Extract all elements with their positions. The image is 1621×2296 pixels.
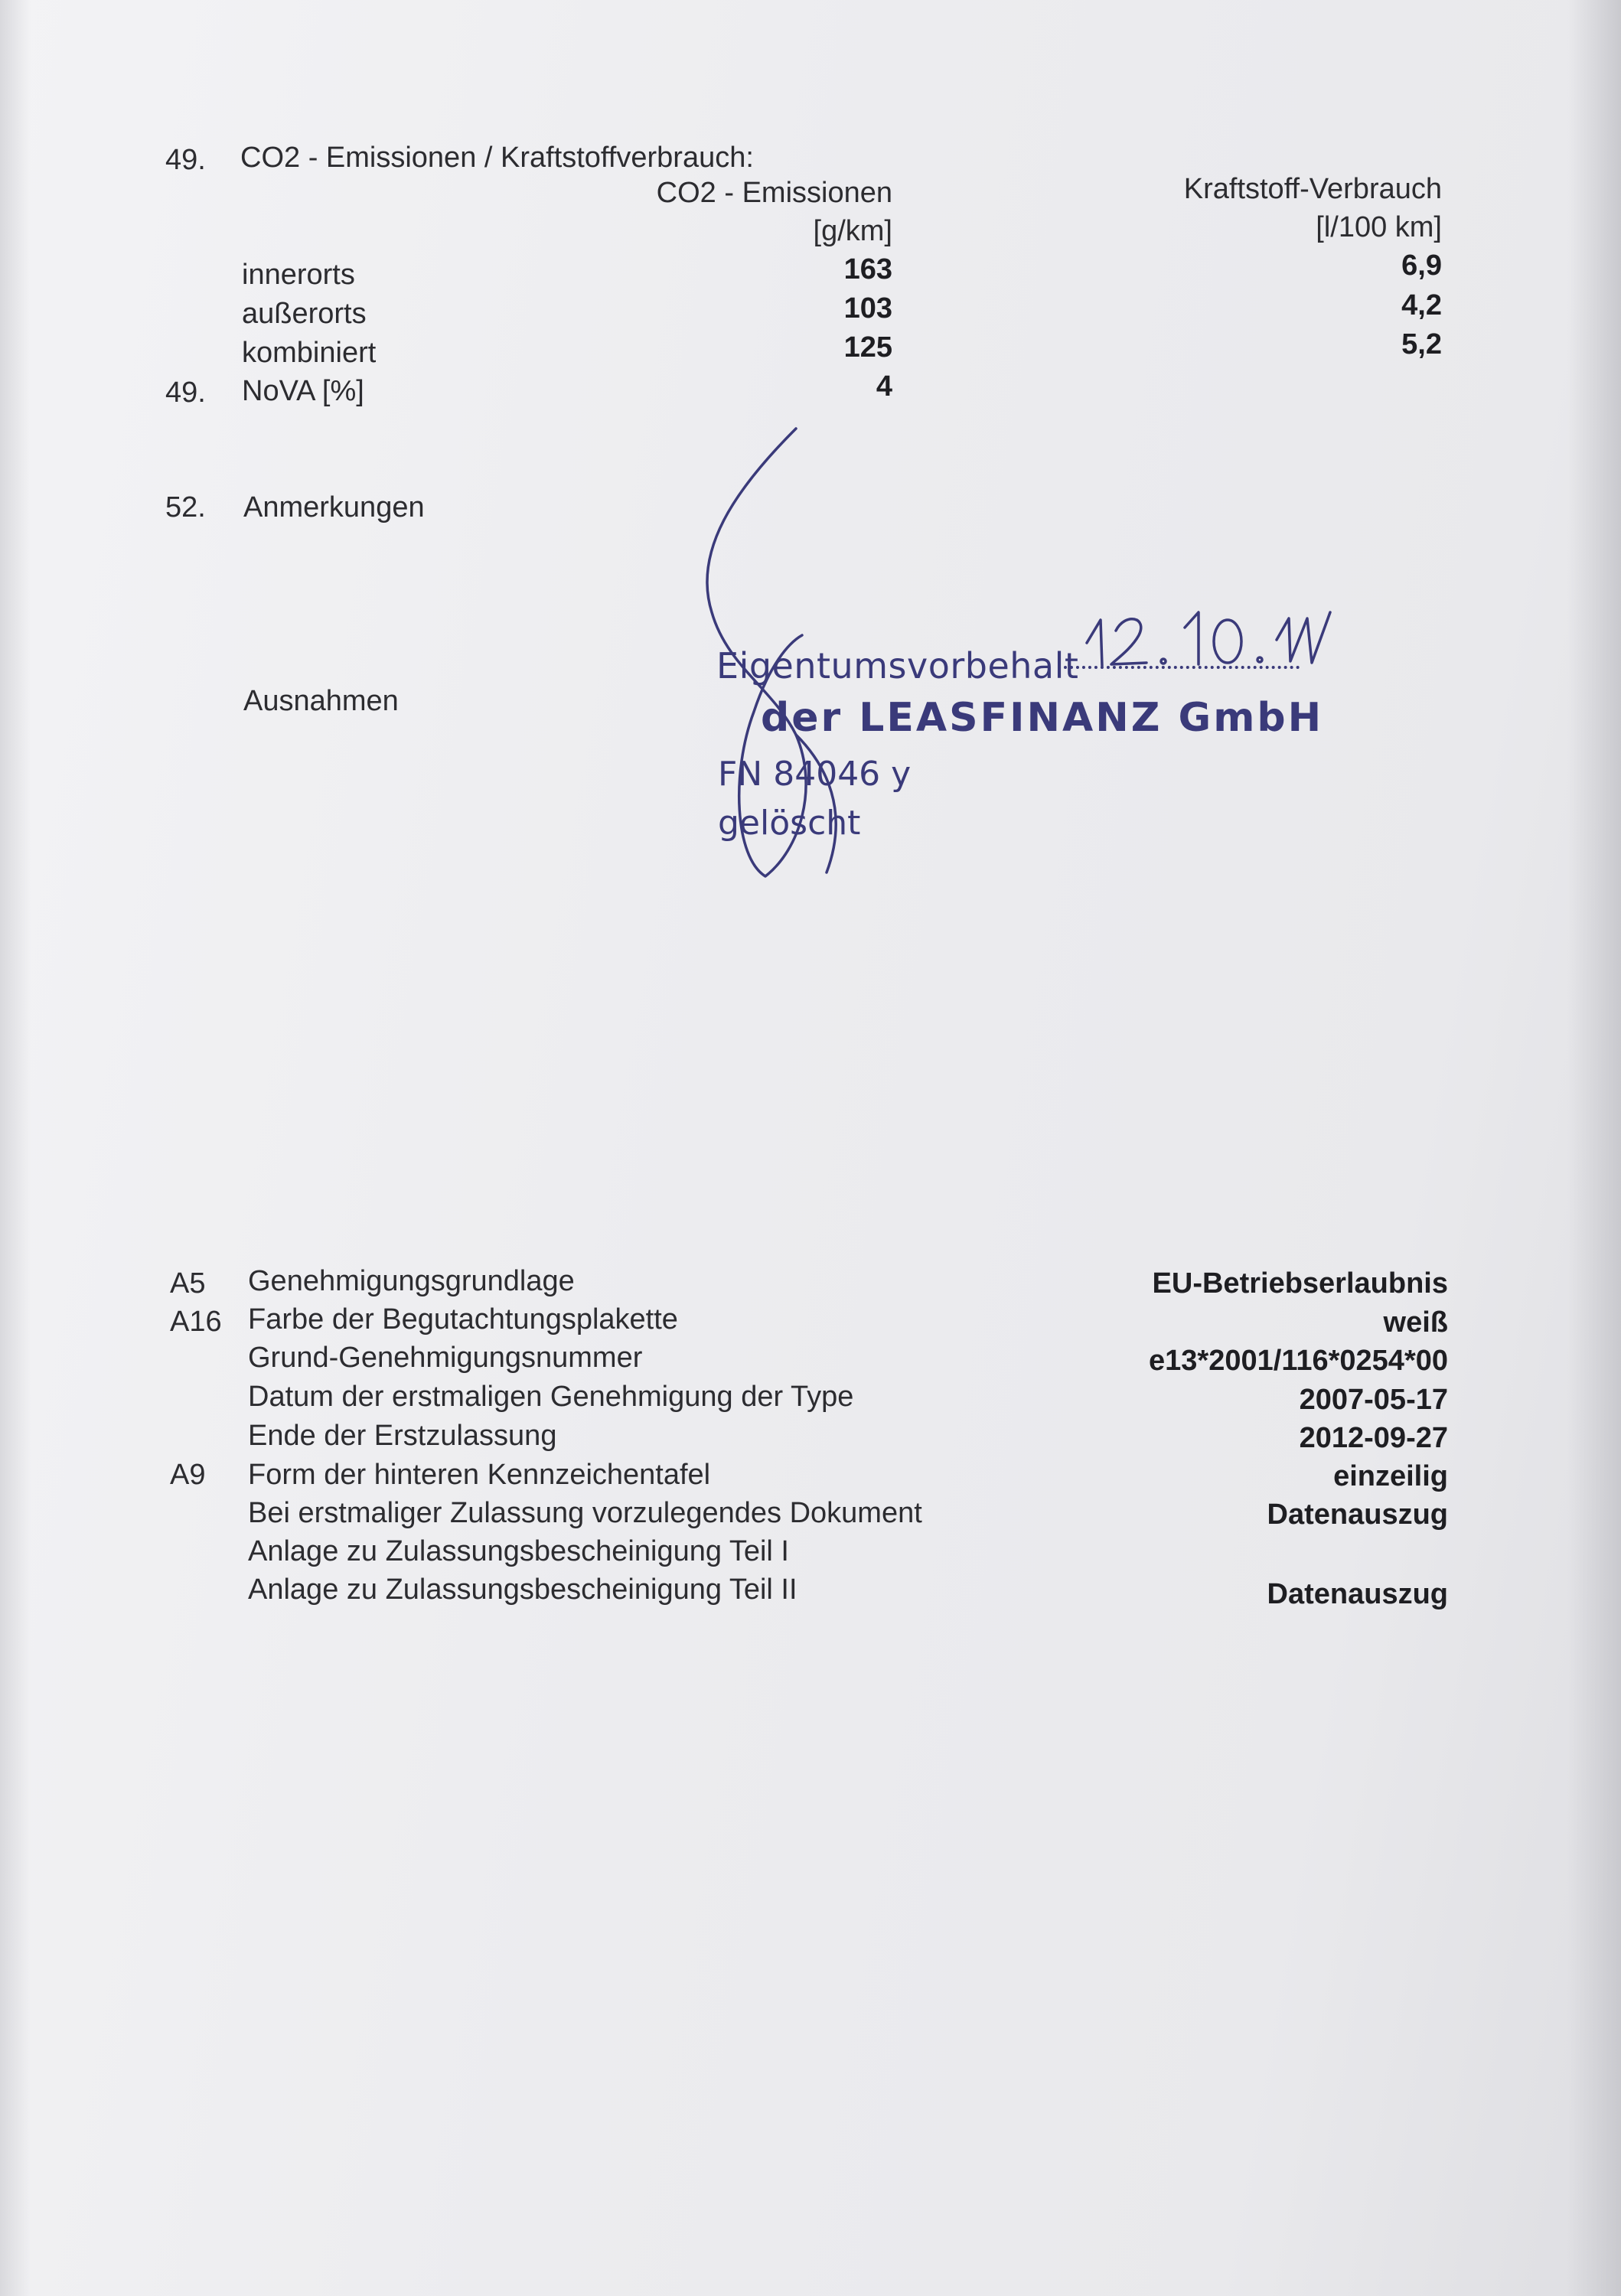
- fuel-value: 4,2: [1401, 289, 1442, 321]
- section-number: 49.: [165, 377, 206, 409]
- row-label: kombiniert: [242, 337, 377, 369]
- row-code: A16: [170, 1306, 222, 1338]
- page-edge-left: [0, 0, 31, 2296]
- handwritten-date-stroke: [1087, 620, 1102, 666]
- handwritten-date-stroke: [1277, 612, 1330, 663]
- approval-value: EU-Betriebserlaubnis: [1152, 1267, 1448, 1300]
- approval-label: Farbe der Begutachtungsplakette: [248, 1303, 678, 1336]
- fuel-column-unit: [l/100 km]: [1316, 211, 1442, 243]
- row-code: A9: [170, 1459, 206, 1491]
- nova-label: NoVA [%]: [242, 375, 364, 407]
- co2-value: 163: [843, 253, 892, 285]
- handwritten-date-stroke: [1257, 657, 1262, 662]
- co2-column-header: CO2 - Emissionen: [656, 177, 892, 209]
- fuel-value: 5,2: [1401, 328, 1442, 360]
- approval-label: Ende der Erstzulassung: [248, 1420, 557, 1452]
- co2-column-unit: [g/km]: [813, 215, 892, 247]
- handwritten-date-stroke: [1111, 619, 1146, 664]
- approval-label: Bei erstmaliger Zulassung vorzulegendes Dokument: [248, 1497, 922, 1529]
- co2-value: 125: [843, 331, 892, 364]
- approval-label: Anlage zu Zulassungsbescheinigung Teil I: [248, 1535, 789, 1567]
- handwritten-date-stroke: [1161, 659, 1166, 664]
- section-number: 49.: [165, 144, 206, 176]
- row-code: A5: [170, 1267, 206, 1300]
- approval-label: Datum der erstmaligen Genehmigung der Type: [248, 1381, 854, 1413]
- stamp-company: der LEASFINANZ GmbH: [761, 695, 1324, 741]
- stamp-deleted-note: gelöscht: [718, 804, 861, 843]
- stamp-title: Eigentumsvorbehalt: [716, 645, 1079, 687]
- approval-value: Datenauszug: [1267, 1499, 1448, 1531]
- nova-value: 4: [876, 370, 892, 403]
- fuel-value: 6,9: [1401, 249, 1442, 282]
- emissions-title: CO2 - Emissionen / Kraftstoffverbrauch:: [240, 142, 754, 174]
- approval-label: Anlage zu Zulassungsbescheinigung Teil II: [248, 1574, 797, 1606]
- stamp-registry-number: FN 84046 y: [718, 755, 912, 794]
- approval-label: Genehmigungsgrundlage: [248, 1265, 575, 1297]
- approval-value: 2007-05-17: [1299, 1384, 1448, 1416]
- co2-value: 103: [843, 292, 892, 325]
- approval-value: e13*2001/116*0254*00: [1149, 1345, 1448, 1377]
- row-label: innerorts: [242, 259, 355, 291]
- exceptions-label: Ausnahmen: [243, 685, 399, 717]
- row-label: außerorts: [242, 298, 367, 330]
- approval-value: Datenauszug: [1267, 1578, 1448, 1610]
- remarks-label: Anmerkungen: [243, 491, 425, 523]
- handwritten-date-stroke: [1214, 620, 1241, 663]
- handwritten-date-stroke: [1185, 612, 1199, 664]
- page-edge-right: [1567, 0, 1621, 2296]
- section-number: 52.: [165, 491, 206, 523]
- approval-value: weiß: [1383, 1306, 1448, 1339]
- approval-value: einzeilig: [1333, 1460, 1448, 1492]
- stamp-dotted-line: [1058, 666, 1300, 669]
- fuel-column-header: Kraftstoff-Verbrauch: [1183, 173, 1442, 205]
- approval-label: Form der hinteren Kennzeichentafel: [248, 1459, 711, 1491]
- approval-label: Grund-Genehmigungsnummer: [248, 1342, 643, 1374]
- approval-value: 2012-09-27: [1299, 1422, 1448, 1454]
